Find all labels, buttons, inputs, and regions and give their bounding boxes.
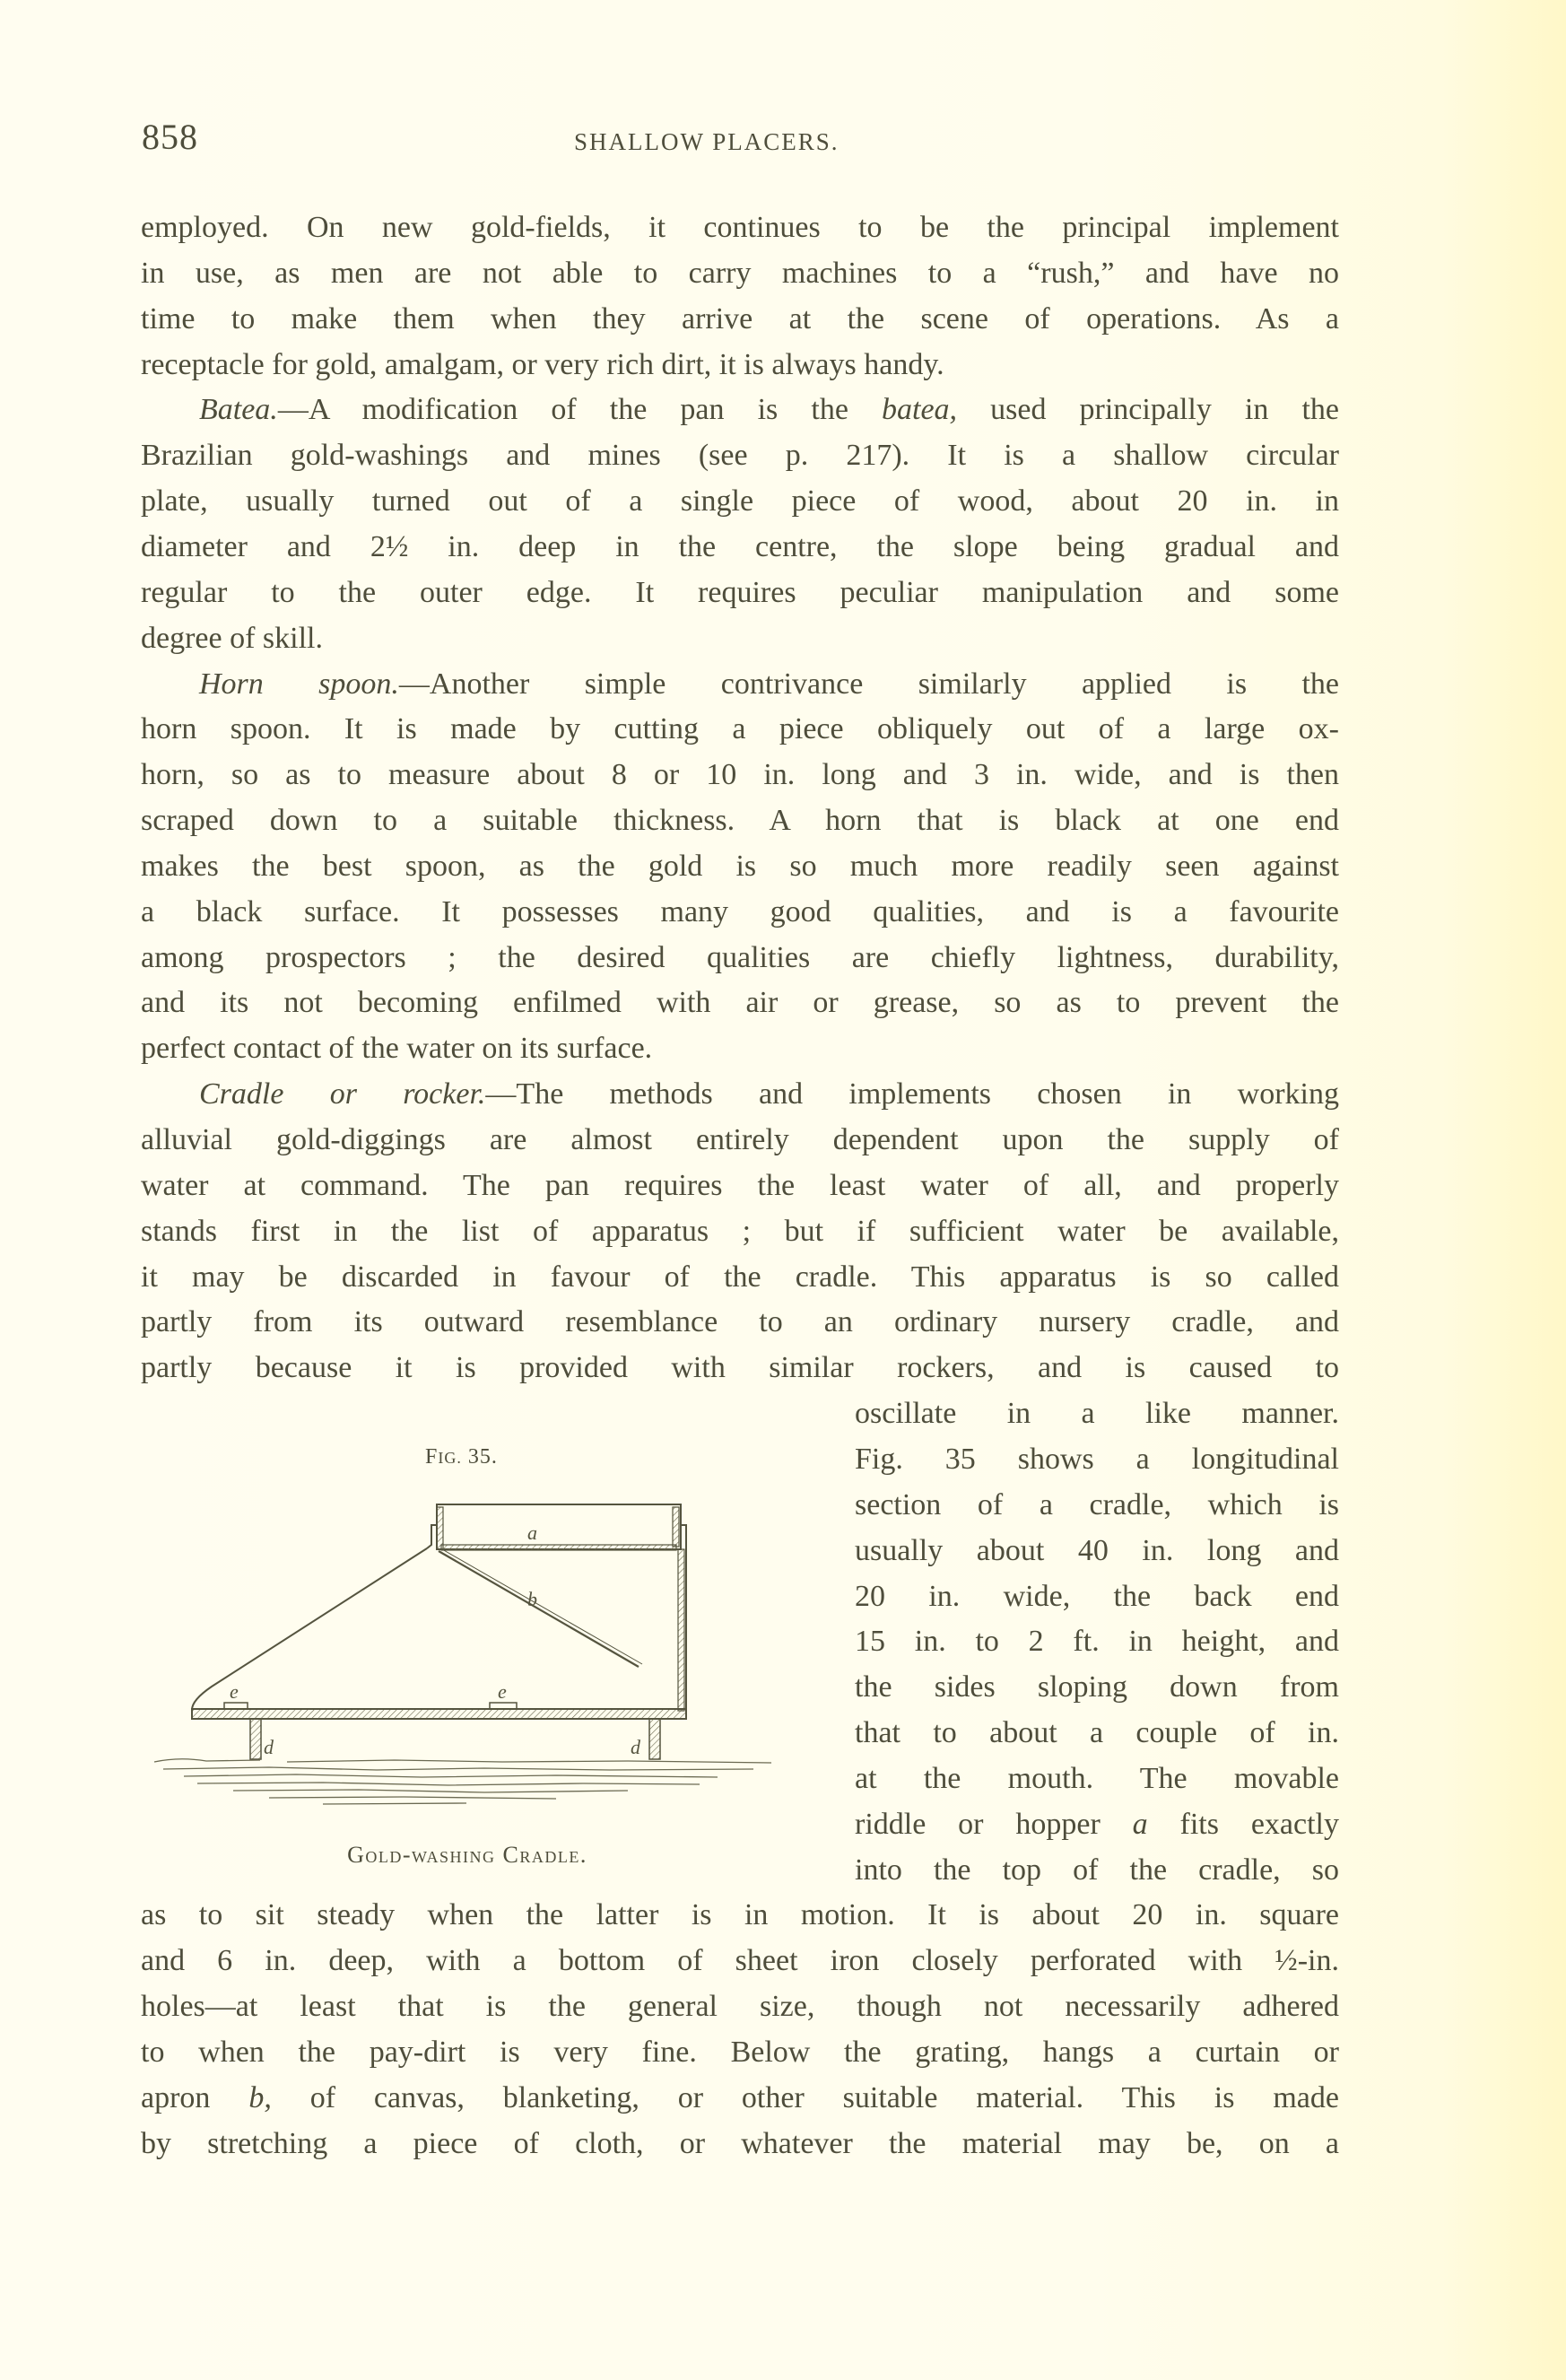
running-title: SHALLOW PLACERS. [574,128,840,155]
text-line [199,389,1339,431]
text-run: —A modification of the pan is the [277,393,882,427]
ground-hatching [154,1759,771,1804]
text-line [141,937,1339,979]
italic-run: a [1132,1807,1148,1841]
text-run: among prospectors ; the desired qualities are chiefly lightness, durability, [141,940,1339,974]
text-line [141,709,1339,750]
label-a: a [527,1521,537,1544]
text-line [141,435,1339,476]
text-run: section of a cradle, which is [855,1487,1339,1521]
text-run: stands first in the list of apparatus ; but if sufficient water be available, [141,1214,1339,1248]
text-line [141,344,1339,386]
cradle-floor [192,1709,686,1719]
text-line [199,664,1339,705]
text-line [141,1165,1339,1207]
text-run: riddle or hopper [855,1807,1133,1841]
text-line [141,527,1339,568]
label-e-right: e [498,1680,507,1703]
text-line [141,800,1339,841]
text-run: alluvial gold-diggings are almost entirely dependent upon the supply of [141,1123,1339,1156]
text-line [141,846,1339,887]
text-run: at the mouth. The movable [855,1761,1339,1795]
text-line [141,299,1339,340]
text-run: holes—at least that is the general size, though not necessarily adhered [141,1990,1339,2024]
italic-run: batea, [882,393,958,427]
text-run: and its not becoming enfilmed with air or grease, so as to prevent the [141,986,1339,1020]
text-run: receptacle for gold, amalgam, or very rich dirt, it is always handy. [141,347,944,381]
text-line [199,1074,1339,1115]
figure-label [425,1441,526,1474]
figure-label-prefix: F [425,1445,439,1469]
text-run: partly from its outward resemblance to an ordinary nursery cradle, and [141,1305,1339,1339]
text-run: diameter and 2½ in. deep in the centre, the slope being gradual and [141,529,1339,563]
text-line [141,1347,1339,1389]
text-line [855,1667,1339,1708]
text-run: fits exactly [1147,1807,1339,1841]
text-line [141,2123,1339,2165]
text-run: horn spoon. It is made by cutting a piece obliquely out of a large ox- [141,712,1339,746]
text-line [141,253,1339,294]
text-run: the sides sloping down from [855,1670,1339,1704]
text-run: horn, so as to measure about 8 or 10 in. long and 3 in. wide, and is then [141,758,1339,792]
text-run: as to sit steady when the latter is in motion. It is about 20 in. square [141,1898,1339,1932]
text-run: a black surface. It possesses many good qualities, and is a favourite [141,894,1339,928]
text-run: plate, usually turned out of a single piece of wood, about 20 in. in [141,484,1339,519]
text-line [141,982,1339,1024]
text-line [141,1120,1339,1161]
figure-caption [301,1839,633,1871]
text-run: degree of skill. [141,621,323,655]
text-line [855,1621,1339,1662]
figure-caption-text: Gold-washing Cradle. [347,1842,587,1868]
text-run: time to make them when they arrive at the scene of operations. As a [141,301,1339,336]
text-line [141,1211,1339,1252]
text-line [855,1758,1339,1800]
text-run: and 6 in. deep, with a bottom of sheet iron closely perforated with ½-in. [141,1944,1339,1978]
text-line [855,1530,1339,1572]
text-line [141,207,1339,248]
text-line [141,892,1339,933]
text-run: apron [141,2080,249,2114]
text-line [855,1850,1339,1891]
text-run: that to about a couple of in. [855,1716,1339,1750]
text-run: into the top of the cradle, so [855,1853,1339,1887]
text-run: oscillate in a like manner. [855,1397,1339,1431]
text-line [141,572,1339,614]
text-line [855,1393,1339,1434]
text-run: makes the best spoon, as the gold is so much more readily seen against [141,849,1339,883]
cradle-diagram [135,1489,780,1812]
text-line [855,1576,1339,1617]
text-line [141,1895,1339,1936]
italic-run: b, [248,2080,272,2114]
text-run: regular to the outer edge. It requires peculiar manipulation and some [141,575,1339,609]
text-run: of canvas, blanketing, or other suitable material. This is made [271,2080,1339,2114]
text-run: Fig. 35 shows a longitudinal [855,1442,1339,1476]
text-line [855,1713,1339,1754]
text-run: used principally in the [957,393,1339,427]
text-run: perfect contact of the water on its surface. [141,1032,653,1066]
text-run: to when the pay-dirt is very fine. Below the grating, hangs a curtain or [141,2036,1339,2069]
text-run: it may be discarded in favour of the cradle. This apparatus is so called [141,1260,1339,1294]
text-line [141,1028,1339,1069]
text-line [141,1986,1339,2027]
text-line [141,1940,1339,1982]
text-line [855,1439,1339,1480]
figure-label-smallcaps: IG. [438,1449,462,1467]
text-line [141,618,1339,659]
text-run: 15 in. to 2 ft. in height, and [855,1625,1339,1659]
rocker-left [250,1719,261,1759]
text-run: —Another simple contrivance similarly applied is the [398,667,1339,701]
text-run: —The methods and implements chosen in working [485,1077,1339,1112]
label-d-right: d [631,1736,640,1758]
text-line [855,1804,1339,1845]
text-run: scraped down to a suitable thickness. A horn that is black at one end [141,804,1339,838]
rocker-right [649,1719,660,1759]
figure-label-number: 35. [461,1445,498,1469]
text-line [141,2032,1339,2073]
label-b: b [527,1588,537,1610]
italic-run: Horn spoon. [199,667,399,701]
text-line [141,2078,1339,2119]
label-e-left: e [230,1680,239,1703]
text-run: employed. On new gold-fields, it continues to be the principal implement [141,211,1339,244]
text-line [141,481,1339,522]
text-line [855,1485,1339,1526]
text-run: 20 in. wide, the back end [855,1579,1339,1613]
text-run: in use, as men are not able to carry machines to a “rush,” and have no [141,256,1339,290]
italic-run: Cradle or rocker. [199,1077,486,1112]
label-d-left: d [264,1736,274,1758]
text-run: by stretching a piece of cloth, or whatever the material may be, on a [141,2126,1339,2160]
text-run: partly because it is provided with similar rockers, and is caused to [141,1351,1339,1385]
text-run: usually about 40 in. long and [855,1533,1339,1567]
italic-run: Batea. [199,393,278,427]
text-run: Brazilian gold-washings and mines (see p. 217). It is a shallow circular [141,439,1339,473]
cradle-front-slope [192,1548,427,1710]
hopper-outline [437,1504,681,1549]
text-line [141,1302,1339,1343]
text-line [141,754,1339,796]
text-line [141,1257,1339,1298]
text-run: water at command. The pan requires the least water of all, and properly [141,1168,1339,1202]
page-number: 858 [142,117,198,157]
